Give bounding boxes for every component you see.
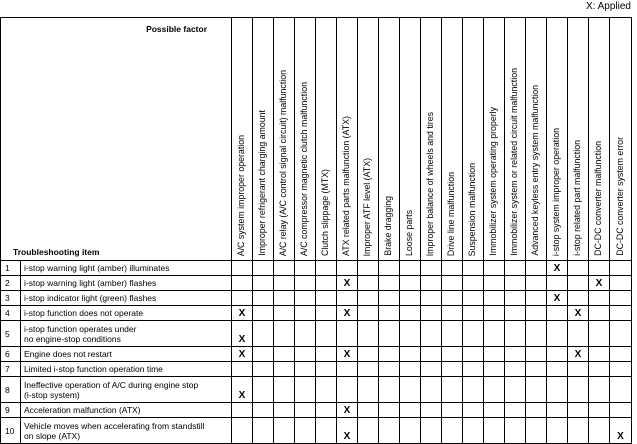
matrix-cell xyxy=(274,347,295,362)
matrix-cell xyxy=(337,362,358,377)
matrix-cell xyxy=(379,321,400,347)
matrix-cell xyxy=(421,321,442,347)
matrix-cell xyxy=(295,377,316,403)
matrix-cell xyxy=(274,306,295,321)
matrix-cell xyxy=(400,261,421,276)
matrix-cell xyxy=(274,276,295,291)
header-row xyxy=(1,18,632,261)
matrix-cell xyxy=(505,418,526,444)
matrix-cell xyxy=(295,321,316,347)
matrix-cell xyxy=(379,377,400,403)
matrix-cell xyxy=(568,276,589,291)
matrix-cell xyxy=(232,291,253,306)
matrix-cell xyxy=(526,261,547,276)
matrix-cell xyxy=(400,321,421,347)
table-row xyxy=(1,362,632,377)
matrix-cell xyxy=(358,347,379,362)
matrix-cell xyxy=(610,347,632,362)
factor-header xyxy=(358,18,379,261)
factor-header xyxy=(337,18,358,261)
matrix-cell xyxy=(610,377,632,403)
matrix-cell xyxy=(316,347,337,362)
matrix-cell xyxy=(337,377,358,403)
troubleshooting-item xyxy=(21,377,232,403)
factor-header xyxy=(442,18,463,261)
matrix-cell xyxy=(568,418,589,444)
row-number: 6 xyxy=(1,347,21,362)
matrix-cell xyxy=(232,403,253,418)
matrix-cell xyxy=(379,291,400,306)
matrix-cell xyxy=(442,362,463,377)
matrix-cell xyxy=(274,321,295,347)
corner-cell xyxy=(1,18,232,261)
matrix-cell xyxy=(463,362,484,377)
matrix-cell xyxy=(610,261,632,276)
troubleshooting-item xyxy=(21,418,232,444)
matrix-cell xyxy=(400,377,421,403)
matrix-cell xyxy=(484,418,505,444)
matrix-cell xyxy=(442,321,463,347)
matrix-cell xyxy=(463,418,484,444)
matrix-cell xyxy=(505,306,526,321)
matrix-cell xyxy=(547,403,568,418)
matrix-cell xyxy=(295,418,316,444)
matrix-cell xyxy=(526,377,547,403)
matrix-cell xyxy=(337,321,358,347)
factor-label: Brake dragging xyxy=(383,196,393,256)
table-row xyxy=(1,321,632,347)
matrix-cell xyxy=(463,306,484,321)
matrix-cell xyxy=(253,403,274,418)
applied-mark: X xyxy=(337,347,358,362)
matrix-cell xyxy=(358,362,379,377)
matrix-cell xyxy=(400,362,421,377)
troubleshooting-item xyxy=(21,261,232,276)
matrix-cell xyxy=(526,362,547,377)
applied-mark: X xyxy=(232,377,253,403)
matrix-cell xyxy=(526,418,547,444)
matrix-cell xyxy=(505,291,526,306)
table-row xyxy=(1,291,632,306)
matrix-cell xyxy=(253,306,274,321)
matrix-cell xyxy=(274,362,295,377)
item-text-line: i-stop function operates under xyxy=(24,323,137,334)
matrix-cell xyxy=(274,418,295,444)
matrix-cell xyxy=(421,261,442,276)
matrix-cell xyxy=(358,377,379,403)
factor-header xyxy=(484,18,505,261)
matrix-cell xyxy=(253,261,274,276)
matrix-cell xyxy=(589,377,610,403)
matrix-cell xyxy=(568,291,589,306)
item-text-line: Acceleration malfunction (ATX) xyxy=(24,405,141,415)
matrix-cell xyxy=(463,276,484,291)
matrix-cell xyxy=(589,291,610,306)
factor-label: i-stop system improper operation xyxy=(551,127,561,256)
matrix-cell xyxy=(610,291,632,306)
matrix-cell xyxy=(568,261,589,276)
matrix-cell xyxy=(589,418,610,444)
matrix-cell xyxy=(232,261,253,276)
matrix-cell xyxy=(253,291,274,306)
item-text-line: i-stop function does not operate xyxy=(24,308,144,318)
matrix-cell xyxy=(421,347,442,362)
factor-label: Immobilizer system operating properly xyxy=(488,107,498,256)
matrix-cell xyxy=(295,261,316,276)
factor-header xyxy=(610,18,632,261)
possible-factor-label: Possible factor xyxy=(146,24,207,34)
matrix-cell xyxy=(610,306,632,321)
matrix-cell xyxy=(526,291,547,306)
matrix-cell xyxy=(463,321,484,347)
item-text-line: i-stop indicator light (green) flashes xyxy=(24,293,157,303)
matrix-cell xyxy=(358,306,379,321)
factor-header xyxy=(295,18,316,261)
applied-mark: X xyxy=(547,261,568,276)
matrix-cell xyxy=(526,276,547,291)
troubleshooting-item xyxy=(21,347,232,362)
matrix-cell xyxy=(316,261,337,276)
troubleshooting-item xyxy=(21,403,232,418)
matrix-cell xyxy=(400,418,421,444)
matrix-cell xyxy=(316,377,337,403)
matrix-cell xyxy=(547,418,568,444)
factor-label: Clutch slippage (MTX) xyxy=(320,168,330,256)
matrix-cell xyxy=(400,306,421,321)
troubleshooting-item-label: Troubleshooting item xyxy=(13,247,100,257)
matrix-cell xyxy=(232,418,253,444)
matrix-cell xyxy=(442,291,463,306)
matrix-cell xyxy=(505,321,526,347)
matrix-cell xyxy=(589,321,610,347)
matrix-cell xyxy=(232,276,253,291)
factor-label: ATX related parts malfunction (ATX) xyxy=(341,116,351,256)
matrix-cell xyxy=(274,377,295,403)
matrix-cell xyxy=(463,347,484,362)
matrix-cell xyxy=(547,362,568,377)
factor-label: i-stop related part malfunction xyxy=(572,140,582,256)
matrix-cell xyxy=(484,306,505,321)
matrix-cell xyxy=(463,261,484,276)
matrix-cell xyxy=(442,418,463,444)
matrix-cell xyxy=(232,362,253,377)
matrix-cell xyxy=(526,321,547,347)
matrix-cell xyxy=(253,276,274,291)
matrix-cell xyxy=(295,276,316,291)
matrix-cell xyxy=(547,276,568,291)
row-number: 2 xyxy=(1,276,21,291)
matrix-cell xyxy=(463,377,484,403)
applied-mark: X xyxy=(547,291,568,306)
matrix-cell xyxy=(316,403,337,418)
troubleshooting-item xyxy=(21,321,232,347)
matrix-cell xyxy=(589,403,610,418)
matrix-cell xyxy=(421,276,442,291)
matrix-cell xyxy=(358,403,379,418)
item-text-line: (i-stop system) xyxy=(24,389,80,400)
matrix-cell xyxy=(610,276,632,291)
factor-label: Advanced keyless entry system malfunction xyxy=(530,85,540,256)
matrix-cell xyxy=(358,261,379,276)
matrix-cell xyxy=(463,403,484,418)
legend-applied: X: Applied xyxy=(585,1,631,12)
factor-header xyxy=(379,18,400,261)
matrix-cell xyxy=(484,291,505,306)
matrix-cell xyxy=(421,362,442,377)
matrix-cell xyxy=(337,291,358,306)
row-number: 10 xyxy=(1,418,21,444)
matrix-cell xyxy=(484,276,505,291)
matrix-cell xyxy=(442,276,463,291)
matrix-cell xyxy=(316,418,337,444)
matrix-cell xyxy=(526,306,547,321)
factor-header xyxy=(568,18,589,261)
matrix-cell xyxy=(400,347,421,362)
matrix-cell xyxy=(358,418,379,444)
item-text-line: i-stop warning light (amber) illuminates xyxy=(24,263,170,273)
matrix-cell xyxy=(400,291,421,306)
matrix-cell xyxy=(568,403,589,418)
item-text-line: on slope (ATX) xyxy=(24,430,81,441)
applied-mark: X xyxy=(337,276,358,291)
matrix-cell xyxy=(295,362,316,377)
factor-label: Improper refrigerant charging amount xyxy=(257,110,267,256)
factor-header xyxy=(463,18,484,261)
applied-mark: X xyxy=(232,321,253,347)
factor-label: Suspension malfunction xyxy=(467,162,477,256)
factor-header xyxy=(253,18,274,261)
matrix-cell xyxy=(610,321,632,347)
matrix-cell xyxy=(484,362,505,377)
table-row xyxy=(1,418,632,444)
item-text-line: Engine does not restart xyxy=(24,349,112,359)
matrix-cell xyxy=(547,321,568,347)
factor-header xyxy=(589,18,610,261)
factor-header xyxy=(505,18,526,261)
applied-mark: X xyxy=(568,347,589,362)
matrix-cell xyxy=(274,403,295,418)
matrix-cell xyxy=(358,321,379,347)
applied-mark: X xyxy=(568,306,589,321)
matrix-cell xyxy=(253,418,274,444)
factor-label: A/C relay (A/C control signal circuit) malfunction xyxy=(278,69,288,256)
factor-label: Drive line malfunction xyxy=(446,171,456,256)
matrix-cell xyxy=(568,377,589,403)
matrix-cell xyxy=(589,306,610,321)
matrix-cell xyxy=(505,276,526,291)
matrix-cell xyxy=(505,261,526,276)
matrix-cell xyxy=(253,377,274,403)
applied-mark: X xyxy=(610,418,632,444)
matrix-cell xyxy=(253,321,274,347)
row-number: 7 xyxy=(1,362,21,377)
row-number: 8 xyxy=(1,377,21,403)
table-row xyxy=(1,276,632,291)
matrix-cell xyxy=(526,347,547,362)
matrix-cell xyxy=(316,291,337,306)
factor-header xyxy=(316,18,337,261)
matrix-cell xyxy=(400,276,421,291)
matrix-cell xyxy=(421,291,442,306)
matrix-cell xyxy=(589,362,610,377)
matrix-cell xyxy=(442,306,463,321)
matrix-cell xyxy=(421,377,442,403)
matrix-cell xyxy=(421,306,442,321)
matrix-cell xyxy=(505,403,526,418)
matrix-cell xyxy=(442,403,463,418)
matrix-cell xyxy=(589,261,610,276)
factor-label: Improper balance of wheels and tires xyxy=(425,111,435,256)
matrix-cell xyxy=(400,403,421,418)
factor-header xyxy=(274,18,295,261)
factor-header xyxy=(421,18,442,261)
table-row xyxy=(1,403,632,418)
matrix-cell xyxy=(505,377,526,403)
matrix-cell xyxy=(253,347,274,362)
matrix-cell xyxy=(463,291,484,306)
factor-header xyxy=(232,18,253,261)
matrix-cell xyxy=(379,306,400,321)
matrix-cell xyxy=(274,291,295,306)
matrix-cell xyxy=(295,291,316,306)
matrix-cell xyxy=(295,403,316,418)
matrix-cell xyxy=(505,362,526,377)
troubleshooting-item xyxy=(21,306,232,321)
matrix-cell xyxy=(442,377,463,403)
item-text-line: Ineffective operation of A/C during engine stop xyxy=(24,379,199,390)
applied-mark: X xyxy=(589,276,610,291)
troubleshooting-matrix xyxy=(0,17,632,444)
matrix-cell xyxy=(484,261,505,276)
factor-header xyxy=(400,18,421,261)
matrix-cell xyxy=(316,276,337,291)
factor-label: Immobilizer system or related circuit malfunction xyxy=(509,68,519,256)
matrix-cell xyxy=(568,362,589,377)
matrix-cell xyxy=(337,261,358,276)
matrix-cell xyxy=(568,321,589,347)
matrix-cell xyxy=(421,403,442,418)
matrix-cell xyxy=(589,347,610,362)
table-row xyxy=(1,347,632,362)
row-number: 5 xyxy=(1,321,21,347)
matrix-cell xyxy=(484,377,505,403)
troubleshooting-item xyxy=(21,291,232,306)
item-text-line: i-stop warning light (amber) flashes xyxy=(24,278,157,288)
matrix-cell xyxy=(358,276,379,291)
factor-header xyxy=(547,18,568,261)
applied-mark: X xyxy=(232,347,253,362)
matrix-cell xyxy=(442,347,463,362)
factor-label: Improper ATF level (ATX) xyxy=(362,157,372,256)
factor-label: Loose parts xyxy=(404,210,414,256)
row-number: 4 xyxy=(1,306,21,321)
matrix-cell xyxy=(484,321,505,347)
table-row xyxy=(1,306,632,321)
factor-header xyxy=(526,18,547,261)
matrix-cell xyxy=(547,347,568,362)
row-number: 3 xyxy=(1,291,21,306)
matrix-cell xyxy=(379,403,400,418)
factor-label: A/C system improper operation xyxy=(236,134,246,256)
matrix-cell xyxy=(379,261,400,276)
applied-mark: X xyxy=(337,403,358,418)
row-number: 1 xyxy=(1,261,21,276)
matrix-cell xyxy=(316,321,337,347)
matrix-cell xyxy=(547,306,568,321)
item-text-line: Vehicle moves when accelerating from standstill xyxy=(24,420,205,431)
troubleshooting-item xyxy=(21,276,232,291)
matrix-cell xyxy=(484,403,505,418)
matrix-cell xyxy=(379,362,400,377)
factor-label: DC-DC converter system error xyxy=(614,137,625,256)
table-row xyxy=(1,377,632,403)
row-number: 9 xyxy=(1,403,21,418)
matrix-cell xyxy=(484,347,505,362)
applied-mark: X xyxy=(337,306,358,321)
matrix-cell xyxy=(610,403,632,418)
troubleshooting-item xyxy=(21,362,232,377)
matrix-cell xyxy=(316,362,337,377)
factor-label: A/C compressor magnetic clutch malfunction xyxy=(299,81,309,256)
matrix-cell xyxy=(610,362,632,377)
table-row xyxy=(1,261,632,276)
matrix-cell xyxy=(379,276,400,291)
matrix-cell xyxy=(505,347,526,362)
matrix-cell xyxy=(253,362,274,377)
matrix-cell xyxy=(295,306,316,321)
matrix-cell xyxy=(316,306,337,321)
matrix-cell xyxy=(442,261,463,276)
matrix-cell xyxy=(295,347,316,362)
matrix-cell xyxy=(379,418,400,444)
item-text-line: no engine-stop conditions xyxy=(24,333,121,344)
item-text-line: Limited i-stop function operation time xyxy=(24,364,163,374)
matrix-cell xyxy=(274,261,295,276)
applied-mark: X xyxy=(337,418,358,444)
matrix-cell xyxy=(379,347,400,362)
applied-mark: X xyxy=(232,306,253,321)
matrix-cell xyxy=(547,377,568,403)
factor-label: DC-DC converter malfunction xyxy=(593,141,603,256)
matrix-cell xyxy=(421,418,442,444)
matrix-cell xyxy=(526,403,547,418)
matrix-cell xyxy=(358,291,379,306)
matrix-body xyxy=(1,261,632,444)
